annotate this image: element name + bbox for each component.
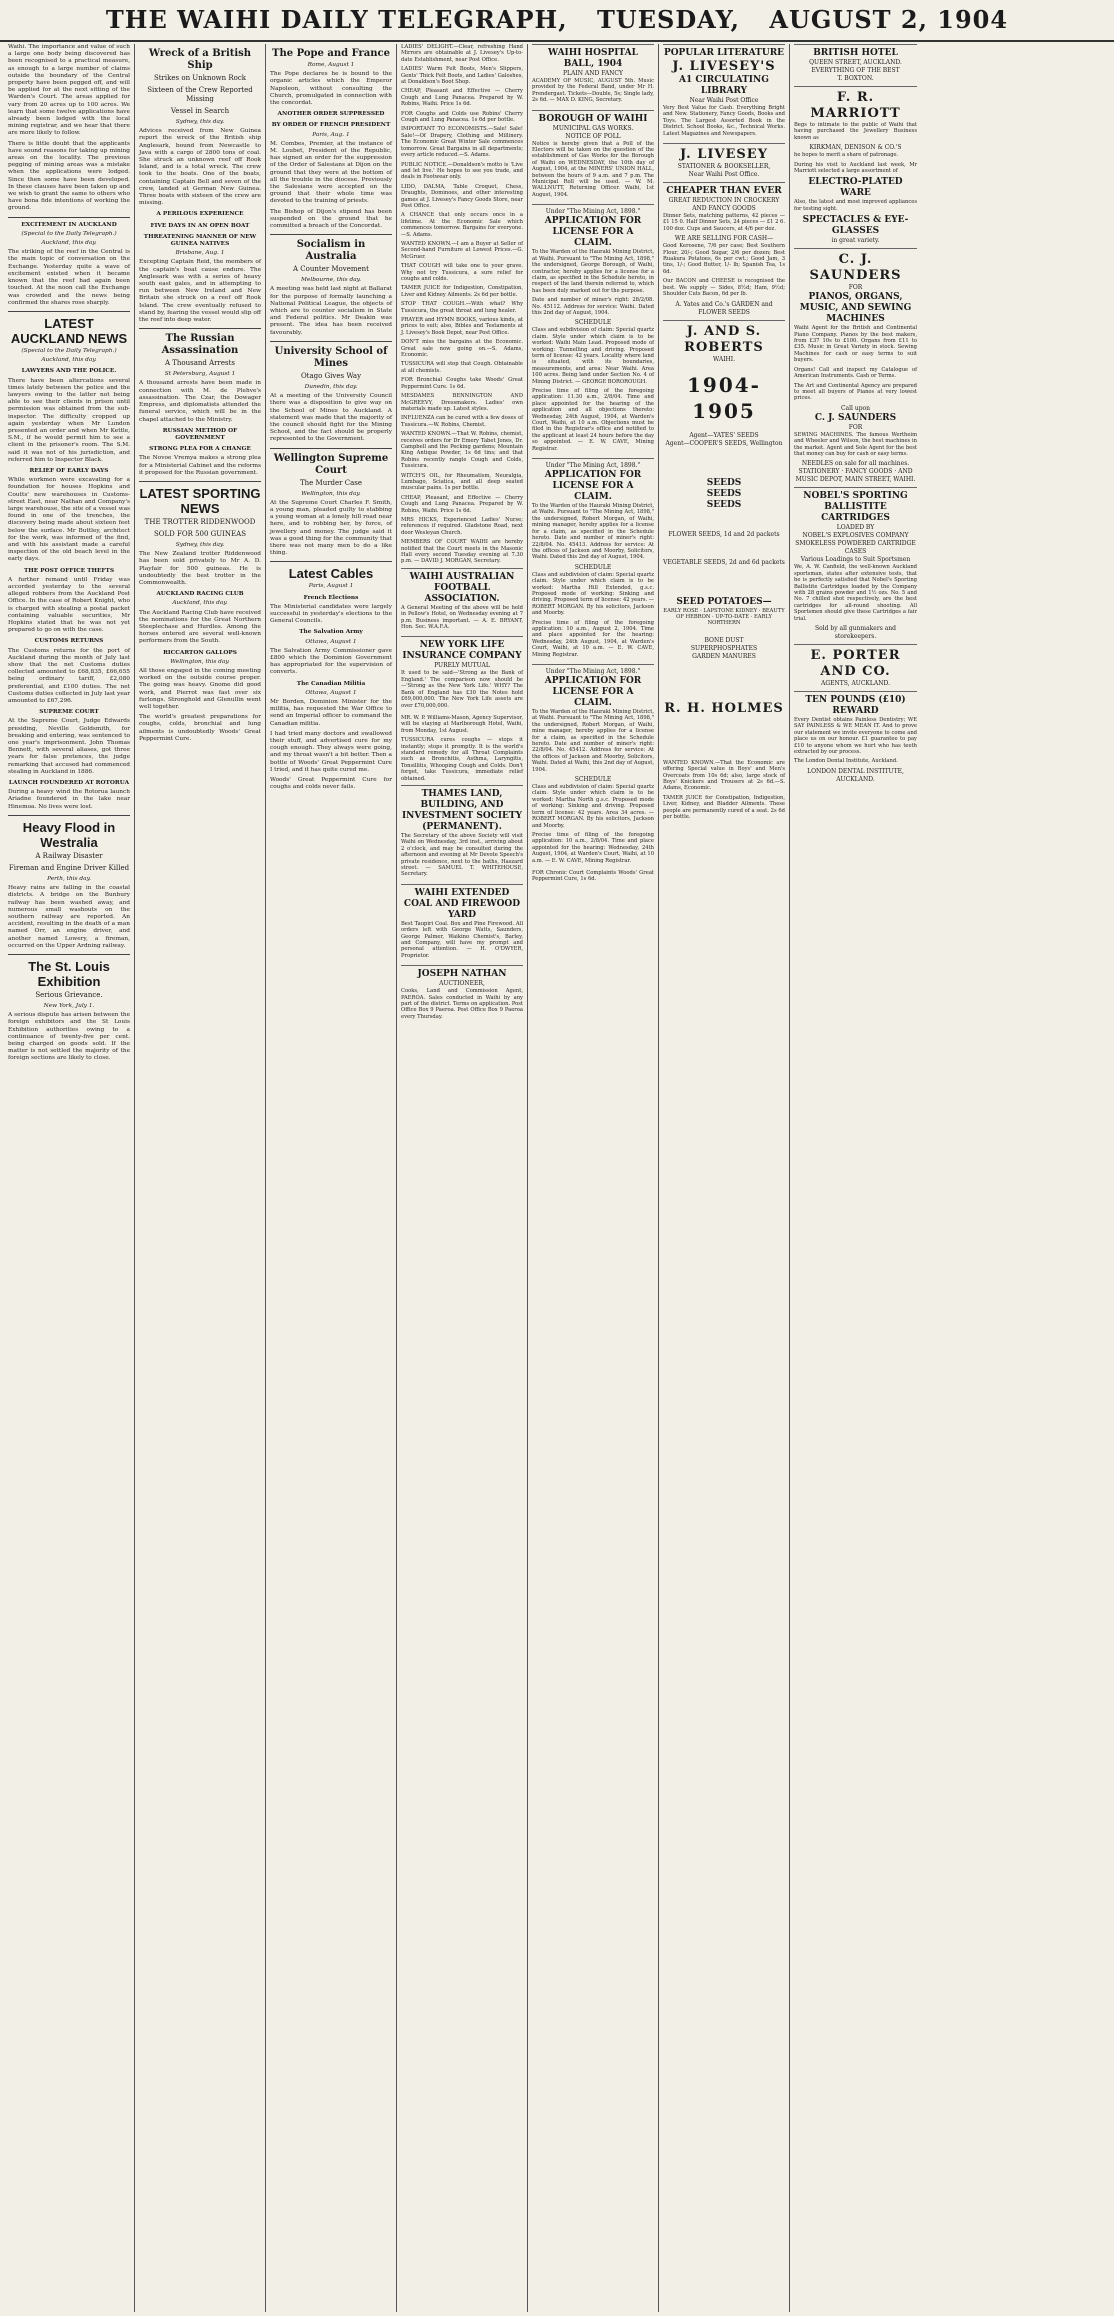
- ad-title: TEN POUNDS (£10) REWARD: [805, 695, 906, 716]
- headline-mines: University School of Mines: [274, 345, 388, 369]
- headline-pope: The Pope and France: [272, 48, 390, 59]
- subheadline: SOLD FOR 500 GUINEAS: [153, 529, 247, 538]
- ad-text: The Art and Continental Agency are prepared to meet all buyers of Pianos at very lowest prices.: [794, 382, 917, 402]
- subheadline: THE TROTTER RIDDENWOOD: [144, 517, 256, 526]
- ad-subtitle: MUNICIPAL GAS WORKS.: [552, 124, 634, 132]
- ad-subtitle: AUCTIONEER,: [439, 980, 485, 988]
- classified-ad: WANTED KNOWN.—That W. Robins, chemist, receives orders for Dr Emery Tabet Jones, Dr. Campbell and the Pecking gardens; Mountain King Antique Powder, 1s 6d tins; and that Robins recently rangle Cough and Colds, Tussicura.: [401, 431, 523, 470]
- dateline: St Petersburg, August 1: [164, 371, 236, 378]
- football-ad: [401, 568, 523, 637]
- ad-line: STATIONERY · FANCY GOODS · AND MUSIC DEPOT, MAIN STREET, WAIHI.: [795, 468, 916, 484]
- ad-text: Very Best Value for Cash. Everything Bright and New. Stationery, Fancy Goods, Books and Toys. The Largest Assorted Book in the District. School Books, &c., Technical Works. Latest Magazines and Newspapers.: [663, 105, 785, 137]
- article-paragraph: I had tried many doctors and swallowed their stuff, and advertised cure for my cough enough. They always were going, and my throat wasn't a bit better. Then a bottle of Woods' Great Peppermint Cure I tried, and it has quite cured me.: [270, 730, 392, 773]
- classified-ad: TUSSICURA cures coughs — stops it instantly; stops it promptly. It is the world's standard remedy for all Throat Complaints such as Bronchitis, Asthma, Laryngitis, Tonsillitis, Whooping Cough and Colds. Don't forget, take Tussicura, immediate relief obtained.: [401, 737, 523, 782]
- headline-wreck: Wreck of a British Ship: [148, 48, 252, 71]
- schedule-heading: SCHEDULE: [574, 776, 612, 784]
- subheadline: A Thousand Arrests: [164, 359, 236, 368]
- ad-title: C. J. SAUNDERS: [809, 252, 902, 284]
- ad-text: Class and subdivision of claim: Special quartz claim. Style under which claim is to be worked: Martha Hill Extended, g.s.c. Proposed mode of working: Sinking and driving. Proposed term of license: 42 years. — ROBERT MORGAN. By his solicitors, Jackson and Moorby.: [532, 571, 654, 617]
- ad-title: WAIHI AUSTRALIAN FOOTBALL ASSOCIATION.: [409, 571, 515, 604]
- article-paragraph: Woods' Great Peppermint Cure for coughs and colds never fails.: [270, 777, 392, 791]
- ad-text: Organs! Call and inspect my Catalogue of American Instruments. Cash or Terms.: [794, 366, 917, 380]
- subheadline: RELIEF OF EARLY DAYS: [29, 467, 109, 474]
- classified-ad: A CHANCE that only occurs once in a lifetime. At the Economic Sale which commences tomorrow. Bargains for everyone.—S. Adams.: [401, 212, 523, 238]
- article-paragraph: M. Combes, Premier, at the instance of M. Loubet, President of the Republic, has signed an order for the suppression of the Order of Salesians at Dijon on the ground that they were at the bottom of all the trouble in the diocese. Previously the Salesians were accepted on the ground that their whole time was devoted to the training of priests.: [270, 140, 392, 205]
- headline-st-louis: The St. Louis Exhibition: [28, 958, 110, 989]
- headline-cables: Latest Cables: [288, 566, 374, 582]
- article-paragraph: The New Zealand trotter Riddenwood has been sold privately to Mr A. D. Playfair for 500 guineas. He is undoubtedly the best trotter in the Commonwealth.: [139, 551, 261, 586]
- ad-title: SPECTACLES & EYE-GLASSES: [802, 215, 909, 237]
- article-paragraph: During a heavy wind the Rotorua launch Ariadne foundered in the lake near Hinemoa. No lives were lost.: [8, 789, 130, 810]
- livesey-ad: [663, 143, 785, 182]
- ad-title: NEW YORK LIFE INSURANCE COMPANY: [402, 640, 522, 662]
- classified-ad: WITCH'S OIL, for Rheumatism, Neuralgia, Lumbago, Sciatica, and all deep seated muscular pains. 1s per bottle.: [401, 472, 523, 492]
- headline-wellington: Wellington Supreme Court: [273, 452, 389, 476]
- article-paragraph: Excepting Captain Reid, the members of the captain's boat cause endure. The Anglesark was with a series of heavy south east gales, and in attempting to run between New Ireland and New Britain she struck on a reef off Rook Island. The crew eventually refused to stand by, fearing the vessel would slip off the reef into deep water.: [139, 259, 261, 324]
- dateline: Brisbane, Aug. 1: [175, 250, 225, 257]
- classified-ad: CHEAP, Pleasant, and Effective — Cherry Cough and Lung Panacea. Prepared by W. Robins, Waihi. Price 1s 6d.: [401, 494, 523, 514]
- nobel-ad: [794, 487, 917, 644]
- ad-title: APPLICATION FOR LICENSE FOR A CLAIM.: [544, 676, 642, 708]
- article-paragraph: The Customs returns for the port of Auckland during the month of July last show that the net Customs duties collected amounted to £68,835, £66,655 being ordinary tariff, £2,080 preferential, and £100 duties. The net Customs duties collected in July last year amounted to £67,296.: [8, 647, 130, 705]
- ad-text: ACADEMY OF MUSIC, AUGUST 5th. Music provided by the Federal Band, under Mr H. Prendergast. Tickets—Double, 5s; Single lady, 2s 6d. — MAX D. KING, Secretary.: [532, 78, 654, 104]
- classified-ad: CHEAP, Pleasant and Effective — Cherry Cough and Lung Panacea. Prepared by W. Robins, Waihi. Price 1s 6d.: [401, 88, 523, 108]
- ad-title: J. LIVESEY: [680, 147, 768, 163]
- ad-line: WAIHI.: [712, 355, 736, 363]
- ad-title: F. R. MARRIOTT: [810, 90, 901, 121]
- classified-ad: DON'T miss the bargains at the Economic. Great sale now going on.—S. Adams, Economic.: [401, 339, 523, 359]
- subheadline: THE POST OFFICE THEFTS: [23, 567, 115, 574]
- headline-latest-auckland: LATEST AUCKLAND NEWS: [10, 315, 128, 346]
- subheadline: Strikes on Unknown Rock: [153, 74, 247, 82]
- subheadline: Serious Grievance.: [35, 990, 103, 999]
- classified-ad: MEMBERS OF COURT WAIHI are hereby notified that the Court meets in the Masonic Hall every second Tuesday evening at 7.30 p.m. — DAVID J. MORGAN, Secretary.: [401, 539, 523, 565]
- subheadline: FIVE DAYS IN AN OPEN BOAT: [150, 222, 250, 229]
- ad-title: SEEDS: [706, 488, 742, 499]
- ad-text: A General Meeting of the above will be held in Pellow's Hotel, on Wednesday evening at 7 p.m. Business important. — A. E. BRYANT, Hon. Sec. W.A.F.A.: [401, 604, 523, 631]
- classified-ad: IMPORTANT TO ECONOMISTS.—Sale! Sale! Sale!—Of Drapery, Clothing and Millinery. The Economic Great Winter Sale commences tomorrow. Great Bargains in all departments; every article reduced.—S. Adams.: [401, 126, 523, 159]
- ad-title: THAMES LAND, BUILDING, AND INVESTMENT SOCIETY (PERMANENT).: [401, 788, 523, 832]
- thames-society-ad: [401, 785, 523, 884]
- dateline: Rome, August 1: [307, 62, 355, 68]
- dateline: Ottawa, August 1: [305, 689, 357, 696]
- act-reference: Under "The Mining Act, 1898.": [545, 208, 641, 216]
- column-1: [4, 44, 135, 2312]
- ad-line: SUPERPHOSPHATES: [690, 644, 758, 652]
- article-paragraph: While workmen were excavating for a foundation for houses Hopkins and Coutts' new warehouses in Customs-street East, near Nathan and Company's large warehouse, the site of a vessel was found in one of the trenches, the discovery being made about sixteen feet below the surface. Mr Buttley, architect for the work, was informed of the find, and with his assistant made a careful inspection of the old beach level in the early days.: [8, 477, 130, 563]
- article-paragraph: Waihi. The importance and value of such a large one body being discovered has been recognised to a practical measure, as enough to a large number of claims outside the boundary of the Central property have been pegged off, and will be applied for at the next sitting of the Warden's Court. The areas applied for vary from 20 acres up to 100 acres. We learn that some twelve applications have already been lodged with the local mining registrar, and we hear that there are more likely to follow.: [8, 44, 130, 137]
- ad-subtitle: PURELY MUTUAL: [434, 662, 490, 670]
- article-paragraph: A meeting was held last night at Ballarat for the purpose of formally launching a National Political League, the objects of which are to counter socialism in State and Federal politics. Mr Deakin was present. The idea has been received favourably.: [270, 286, 392, 336]
- ad-text: Precise time of filing of the foregoing application: 10 a.m., August 2, 1904. Time and place appointed for the hearing: Wednesday, 24th August, 1904, at Warden's Court, Waihi, at 10 a.m. — E. W. CAVE, Mining Registrar.: [532, 619, 654, 658]
- dateline: Paris, August 1: [308, 583, 354, 590]
- subheadline: STRONG PLEA FOR A CHANGE: [149, 446, 251, 453]
- ad-title: J. LIVESEY'S: [672, 59, 776, 74]
- subheadline: LAWYERS AND THE POLICE.: [21, 368, 117, 375]
- ad-text: Precise time of filing of the foregoing application: 11.30 a.m., 2/8/04. Time and place appointed for the hearing of the application and all objections thereto: Wednesday, 24th August, 1904, at Warden's Court, Waihi, at 10 a.m. Objections must be filed in the Registrar's office and notified to the applicant at least 24 hours before the day so appointed. — E. W. CAVE, Mining Registrar.: [532, 388, 654, 452]
- marriott-ad: [794, 86, 917, 248]
- classified-ad: MESDAMES BENNINGTON AND McGREEVY, Dressmakers. Ladies' own materials made up. Latest styles.: [401, 393, 523, 412]
- ad-title: BRITISH HOTEL: [813, 48, 898, 58]
- ad-title: BOROUGH OF WAIHI: [538, 113, 648, 124]
- ad-line: Call upon: [840, 404, 871, 412]
- column-4: [397, 44, 528, 2312]
- ad-line: Near Waihi Post Office.: [688, 171, 760, 179]
- dateline: Auckland, this day.: [41, 357, 97, 364]
- ad-title: CHEAPER THAN EVER: [666, 186, 782, 197]
- season-year: 1904-1905: [687, 372, 761, 423]
- ad-line: AGENTS, AUCKLAND.: [820, 680, 890, 687]
- classified-ad: LADIES' DELIGHT.—Clear, refreshing Hand Mirrors are obtainable at J. Livesey's Up-to-date Establishment, near Post Office.: [401, 44, 523, 63]
- subheadline: RUSSIAN METHOD OF GOVERNMENT: [162, 427, 238, 441]
- subheadline: A Counter Movement: [293, 265, 369, 274]
- article-paragraph: At a meeting of the University Council there was a disposition to give way on the School of Mines to Auckland. A statement was made that the majority of the council should fight for the Mining School, and the fact should be properly represented to the Government.: [270, 393, 392, 443]
- ad-line: SMOKELESS POWDERED CARTRIDGE CASES: [795, 540, 916, 556]
- ad-line: NEEDLES on sale for all machines.: [801, 460, 910, 468]
- dateline: Melbourne, this day.: [300, 277, 362, 284]
- ad-line: FOR: [848, 284, 863, 292]
- ad-text: It used to be said—'Strong as the Bank of England.' The comparison now should be—'Strong as the New York Life.' WHY? The Bank of England has £30 the Notes hold £69,000,000. The New York Life assets are over £70,000,000.: [401, 670, 523, 709]
- subheadline: Fireman and Engine Driver Killed: [8, 863, 130, 872]
- subheadline: A Railway Disaster: [35, 851, 103, 860]
- dateline: Auckland, this day.: [41, 240, 97, 247]
- classified-ad: TAMER JUICE for Indigestion, Constipation, Liver and Kidney Ailments. 2s 6d per bottle.: [401, 285, 523, 298]
- classified-ad: WANTED KNOWN.—I am a Buyer at Seller of Second-hand Furniture at Lowest Prices.—G. McGruer.: [401, 240, 523, 260]
- headline-excitement: EXCITEMENT IN AUCKLAND: [21, 221, 117, 228]
- issue-date: AUGUST 2, 1904: [769, 5, 1009, 34]
- subheadline: Otago Gives Way: [300, 371, 362, 380]
- ad-line: EVERYTHING OF THE BEST: [811, 67, 900, 74]
- mining-application-2: [532, 458, 654, 664]
- headline-socialism: Socialism in Australia: [296, 239, 366, 263]
- ad-text: Class and subdivision of claim: Special quartz claim. Style under which claim is to be worked: Martha North g.s.c. Proposed mode of working: Sinking and driving. Proposed term of license: 42 years. Area 34 acres. — ROBERT MORGAN. By his solicitors, Jackson and Moorby.: [532, 784, 654, 829]
- article-paragraph: There is little doubt that the applicants have sound reasons for taking up mining areas on the locality. The previous pegging of mining areas was a mistake when the applications were lodged. Since then some have been developed. In these clauses have been taken up and we wish to grant the same to others who have bona fide intentions of working the ground.: [8, 140, 130, 212]
- ad-title: WAIHI HOSPITAL BALL, 1904: [548, 48, 638, 69]
- subheadline: ANOTHER ORDER SUPPRESSED: [277, 111, 385, 118]
- ad-line: in great variety.: [831, 237, 880, 245]
- ad-text: To the Warden of the Hauraki Mining District, at Waihi. Pursuant to "The Mining Act, 1898," the undersigned, Robert Morgan, of Waihi, mining manager, hereby applies for a license for a claim, as specified in the Schedule hereto. Date and number of miner's right: 22/8/04. No. 45413. Address for service: At the offices of Jackson and Moorby, Solicitors, Waihi. Dated this 2nd day of August, 1904.: [532, 503, 654, 561]
- column-6: [659, 44, 790, 2312]
- ad-text: Begs to intimate to the public of Waihi that having purchased the Jewellery Business known as: [794, 122, 917, 141]
- ad-line: LONDON DENTAL INSTITUTE, AUCKLAND.: [807, 767, 904, 783]
- paper-title: THE WAIHI DAILY TELEGRAPH,: [105, 5, 568, 34]
- dateline: (Special to the Daily Telegraph.): [21, 230, 117, 237]
- dateline: (Special to the Daily Telegraph.): [21, 347, 117, 354]
- classified-ad: LIDO, DALMA, Table Croquet, Chess, Draughts, Dominoes, and other interesting games at J. Livesey's Fancy Goods Store, near Post Office.: [401, 183, 523, 209]
- ad-line: GREAT REDUCTION IN CROCKERY AND FANCY GOODS: [668, 197, 780, 213]
- article-paragraph: The striking of the reef in the Central is the main topic of conversation on the Exchange. Yesterday quite a wave of excitement existed when it became known that the reef had again been touched. At the noon call the Exchange was crowded and the news being confirmed the shares rose sharply.: [8, 249, 130, 306]
- ad-line: FOR: [848, 423, 863, 431]
- dateline: Wellington, this day.: [170, 658, 230, 665]
- ad-title: SEEDS: [706, 499, 742, 510]
- subheadline: AUCKLAND RACING CLUB: [156, 591, 244, 598]
- subheadline: The Canadian Militia: [296, 680, 366, 687]
- ad-line: FLOWER SEEDS, 1d and 2d packets: [668, 530, 780, 538]
- subheadline: BY ORDER OF FRENCH PRESIDENT: [271, 122, 391, 129]
- article-paragraph: The Salvation Army Commissioner gave £800 which the Dominion Government has appropriated for the supervision of converts.: [270, 647, 392, 676]
- classified-ad: WANTED KNOWN.—That the Economic are offering Special value in Boys' and Men's Overcoats from 10s 6d; also, large stock of Boys' Knickers and Trousers at 2s 6d.—S. Adams, Economic.: [663, 759, 785, 792]
- ad-title: ELECTRO-PLATED WARE: [808, 177, 903, 199]
- library-ad: [663, 44, 785, 143]
- ad-text: Waihi Agent for the British and Continental Piano Company. Pianos by the best makers, from £37 10s to £100. Organs from £11 to £35. Music in Great Variety in stock. Sewing Machines for cash or easy terms to suit buyers.: [794, 325, 917, 364]
- column-3: [266, 44, 397, 2312]
- article-paragraph: The Ministerial candidates were largely successful in yesterday's elections to the General Councils.: [270, 603, 392, 625]
- dateline: Paris, Aug. 1: [312, 131, 350, 138]
- ad-title: A1 CIRCULATING LIBRARY: [679, 75, 769, 96]
- ad-text: SEWING MACHINES. The famous Wertheim and Wheeler and Wilson, the best machines in the market. Agent and Sole Agent for the best that money can buy for cash or easy terms.: [794, 431, 917, 457]
- classified-ad: TAMER JUICE for Constipation, Indigestion, Liver, Kidney, and Bladder Ailments. These people are permanently cured of a seat. 2s 6d per bottle.: [663, 794, 785, 820]
- porter-ad: [794, 644, 917, 691]
- subheadline: THREATENING MANNER OF NEW GUINEA NATIVES: [143, 233, 257, 248]
- ad-line: LOADED BY: [836, 524, 875, 532]
- article-paragraph: The Novoe Vremya makes a strong plea for a Ministerial Cabinet and the reforms it proposed for the Russian government.: [139, 455, 261, 476]
- ad-text: The London Dental Institute, Auckland.: [794, 758, 898, 765]
- ad-title: R. H. HOLMES: [664, 700, 784, 716]
- ad-subtitle: PLAIN AND FANCY: [563, 70, 623, 77]
- masthead: [0, 0, 1114, 42]
- article-paragraph: All those engaged in the coming meeting worked on the outside course proper. The going was heavy. Gnome did good work, and Pierrot was fast over six furlongs. Stronghold and Glenullin went well together.: [139, 667, 261, 710]
- article-paragraph: There have been altercations several times lately between the police and the lawyers owing to the latter not being able to see their clients in prison until permission was obtained from the sub-inspector. The difficulty cropped up again yesterday when Mr Lundon presented an order and when Mr Kettle, S.M., if he would permit him to see a client in the prisoner's room. The S.M. said it was not of his jurisdiction, and referred him to Inspector Black.: [8, 377, 130, 463]
- ad-line: Sold by all gunmakers and storekeepers.: [814, 625, 896, 640]
- newyork-life-ad: [401, 636, 523, 714]
- classified-ad: PUBLIC NOTICE.—Donaldson's motto is 'Live and let live.' He hopes to see you trade, and deals in Footwear only.: [401, 161, 523, 181]
- coal-yard-ad: [401, 884, 523, 965]
- ad-title: J. AND S. ROBERTS: [684, 323, 764, 355]
- column-7: [790, 44, 921, 2312]
- classified-ad: PRAYER and HYMN BOOKS, various kinds, at prices to suit; also, Bibles and Testaments at J. Livesey's Book Depot, near Post Office.: [401, 317, 523, 336]
- ad-line: WE ARE SELLING FOR CASH—: [674, 235, 774, 243]
- subheadline: Sixteen of the Crew Reported Missing: [147, 86, 253, 103]
- classified-ad: INFLUENZA can be cured with a few doses of Tussicura.—W. Robins, Chemist.: [401, 415, 523, 428]
- article-paragraph: A thousand arrests have been made in connection with M. de Plehve's assassination. The Czar, the Dowager Empress, and diplomatists attended the funeral service, which will be in the chapel attached to the Ministry.: [139, 380, 261, 423]
- dateline: Sydney, this day.: [175, 541, 225, 548]
- classified-ad: MR. W. P. Williams-Mason, Agency Supervisor, will be staying at Marlborough Hotel, Waihi, from Monday, 1st August.: [401, 714, 523, 734]
- dateline: Perth, this day.: [47, 875, 91, 882]
- ad-line: Agent—COOPER'S SEEDS, Wellington: [665, 439, 783, 447]
- headline-sporting: LATEST SPORTING NEWS: [139, 485, 261, 516]
- ad-text: Notice is hereby given that a Poll of the Electors will be taken on the question of the establishment of Gas Works for the Borough of Waihi on WEDNESDAY, the 10th day of August, 1904, at the MINERS' UNION HALL, between the hours of 9 a.m. and 7 p.m. The Municipal Roll will be used. — W. M. WALLNUTT, Returning Officer. Waihi, 1st August, 1904.: [532, 140, 654, 198]
- ad-line: GARDEN MANURES: [692, 652, 756, 660]
- cheaper-ad: [663, 182, 785, 319]
- classified-ad: THAT COUGH will take one to your grave. Why not try Tussicura, a sure relief for coughs and colds.: [401, 263, 523, 282]
- ad-text: Also, the latest and most improved appliances for testing sight.: [794, 199, 917, 212]
- ad-text: Our BACON and CHEESE is recognised the best. We supply — Sides, 8½d; Ham, 9½d; Shoulder Cuts Bacon, 6d per lb.: [663, 278, 785, 298]
- reward-ad: [794, 691, 917, 787]
- ad-line: NOBEL'S EXPLOSIVES COMPANY: [802, 532, 909, 540]
- article-paragraph: Heavy rains are falling in the coastal districts. A bridge on the Bunbury railway has been washed away, and numerous small washouts on the southern railway are reported. An accident, resulting in the death of a man named Orr, an engine driver, and another named Lowery, a fireman, occurred on the Upper Ardning railway.: [8, 885, 130, 949]
- ad-line: Near Waihi Post Office: [689, 97, 759, 104]
- article-paragraph: At the Supreme Court Charles F. Smith, a young man, pleaded guilty to stabbing a young woman at a lonely hill road near here, and to robbing her, by force, of jewellery and money. The judge said it was a good thing for the community that there was not many men to do a like thing.: [270, 499, 392, 557]
- issue-day: TUESDAY,: [596, 5, 740, 34]
- dateline: Sydney, this day.: [175, 119, 225, 125]
- ad-text: To the Warden of the Hauraki Mining District, at Waihi. Pursuant to "The Mining Act, 1898," the undersigned, Robert Morgan, of Waihi, mine manager, hereby applies for a license for a claim, as specified in the Schedule hereto. Date and number of miner's right: 22/8/04. No. 45412. Address for service: At the offices of Jackson and Moorby, Solicitors, Waihi. Dated at Waihi, this 2nd day of August, 1904.: [532, 709, 654, 773]
- classified-ad: FOR Coughs and Colds use Robins' Cherry Cough and Lung Panacea. 1s 6d per bottle.: [401, 110, 523, 124]
- ad-line: QUEEN STREET, AUCKLAND.: [809, 59, 902, 66]
- borough-notice: [532, 110, 654, 205]
- ad-subtitle: NOTICE OF POLL: [565, 132, 621, 140]
- ad-line: STATIONER & BOOKSELLER,: [677, 163, 771, 171]
- saunders-ad: [794, 248, 917, 487]
- article-paragraph: Advices received from New Guinea report the wreck of the British ship Anglesark, bound from Newcastle to Java with a cargo of 2800 tons of coal. She struck an unknown reef off Rook Island, and is a total wreck. The crew took to the boats. One of the boats, containing Captain Bell and seven of the crew, landed at German New Guinea. Three boats with sixteen of the crew are missing.: [139, 128, 261, 207]
- dateline: Wellington, this day.: [301, 490, 361, 497]
- ad-line: KIRKMAN, DENISON & CO.'S: [809, 144, 902, 152]
- article-paragraph: The Bishop of Dijon's stipend has been suspended on the ground that he committed a breach of the Concordat.: [270, 208, 392, 230]
- column-5: [528, 44, 659, 2312]
- dateline: New York, July 1.: [43, 1002, 95, 1009]
- ad-line: A. Yates and Co.'s GARDEN and FLOWER SEEDS: [675, 300, 773, 316]
- hospital-ball-ad: [532, 44, 654, 110]
- ad-title: SEEDS: [706, 477, 742, 488]
- ad-line: T. BOXTON.: [837, 75, 874, 82]
- subheadline: The Murder Case: [299, 478, 363, 487]
- subheadline: LAUNCH FOUNDERED AT ROTORUA: [8, 780, 130, 787]
- subheadline: The Salvation Army: [299, 629, 363, 636]
- act-reference: Under "The Mining Act, 1898.": [545, 668, 641, 675]
- article-paragraph: The world's greatest preparations for coughs, colds, bronchial and lung ailments is undoubtedly Woods' Great Peppermint Cure.: [139, 714, 261, 742]
- classified-ad: FOR Bronchial Coughs take Woods' Great Peppermint Cure. 1s 6d.: [401, 377, 523, 390]
- ad-text: Best Taupiri Coal. Box and Pine Firewood. All orders left with George Watts, Saunders, George Palmer, Waikino Chemist's, Barley, and Company, will have my prompt and personal attention. — H. O'DWYER, Proprietor.: [401, 920, 523, 959]
- nathan-ad: [401, 965, 523, 1026]
- act-reference: Under "The Mining Act, 1898.": [545, 462, 641, 470]
- ad-title: APPLICATION FOR LICENSE FOR A CLAIM.: [544, 470, 642, 503]
- ad-text: Dinner Sets, matching patterns, 42 pieces — £1 15 0. Half Dinner Sets, 24 pieces — £1 2 6. 100 doz. Cups and Saucers, at 4/6 per doz.: [663, 213, 785, 232]
- classified-ad: STOP THAT COUGH.—With what? Why Tussicura, the great throat and lung healer.: [401, 301, 523, 314]
- schedule-heading: SCHEDULE: [574, 563, 612, 571]
- dateline: Ottawa, August 1: [305, 638, 357, 645]
- ad-title: POPULAR LITERATURE: [663, 48, 785, 58]
- ad-line: BONE DUST: [704, 636, 744, 644]
- ad-title: NOBEL'S SPORTING BALLISTITE CARTRIDGES: [803, 491, 908, 524]
- ad-text: EARLY ROSE · LAPSTONE KIDNEY · BEAUTY OF HEBRON · UP-TO-DATE · EARLY NORTHERN: [663, 607, 785, 627]
- classified-ad: TUSSICURA will stop that Cough. Obtainable at all chemists.: [401, 361, 523, 374]
- subheadline: RICCARTON GALLOPS: [163, 649, 237, 656]
- column-2: [135, 44, 266, 2312]
- ad-line: Agent—YATES' SEEDS: [689, 431, 759, 439]
- newspaper-page: [4, 44, 1110, 2312]
- article-paragraph: Mr Borden, Dominion Minister for the militia, has requested the War Office to send an Imperial officer to command the Canadian militia.: [270, 698, 392, 727]
- schedule-heading: SCHEDULE: [574, 319, 612, 327]
- article-paragraph: At the Supreme Court, Judge Edwards presiding, Neville Goldsmith, for breaking and entering, was sentenced to one year's imprisonment. John Thomas Bennett, with several aliases, got three years for false pretences, the judge remarking that accused had commenced stealing in Auckland in 1886.: [8, 718, 130, 775]
- headline-flood: Heavy Flood in Westralia: [22, 819, 116, 850]
- ad-text: During his visit to Auckland last week, Mr Marriott selected a large assortment of: [794, 161, 917, 175]
- ad-title: JOSEPH NATHAN: [417, 969, 507, 980]
- classified-ad: LADIES' Warm Felt Boots, Men's Slippers, Gents' Thick Felt Boots, and Ladies' Galoshes, at Donaldson's Boot Shop.: [401, 66, 523, 86]
- ad-line: Various Loadings to Suit Sportsmen: [800, 556, 911, 564]
- ad-text: To the Warden of the Hauraki Mining District, at Waihi. Pursuant to "The Mining Act, 1898," the undersigned, George Borough, of Waihi, contractor, hereby applies for a license for a claim, as specified in the Schedule hereto, in respect of the land therein referred to, which has been duly marked out for the purpose.: [532, 249, 654, 294]
- mining-application-1: [532, 204, 654, 458]
- ad-title: WAIHI EXTENDED COAL AND FIREWOOD YARD: [403, 887, 521, 920]
- ad-text: The Secretary of the above Society will visit Waihi on Wednesday, 3rd inst., arriving about 2 o'clock, and may be consulted during the afternoon and evening at Mr Devote Speech's private residence, next to the baths, Haszard street. — SAMUEL T. WHITEHOUSE, Secretary.: [401, 832, 523, 878]
- subheadline: A PERILOUS EXPERIENCE: [156, 211, 244, 218]
- roberts-ad: [663, 320, 785, 720]
- article-paragraph: The Auckland Racing Club have received the nominations for the Great Northern Steeplechase and Hurdles. Among the horses entered are several well-known performers from the South.: [139, 609, 261, 645]
- ad-text: Class and subdivision of claim: Special quartz claim. Style under which claim is to be worked: Waihi Main Lead. Proposed mode of working: Tunnelling and driving. Proposed term of license: 42 years. Locality where land is situated, with its boundaries, measurements, and area: Near Waihi. Area 100 acres. Being land under Section No. 4 of Mining District. — GEORGE BOROROUGH.: [532, 327, 654, 385]
- classified-ad: MRS HICKS, Experienced Ladies' Nurse; references if required. Gladstone Road, next door Wesleyan Church.: [401, 517, 523, 536]
- classified-ad: FOR Chronic Court Complaints Woods' Great Peppermint Cure, 1s 6d.: [532, 869, 654, 883]
- dateline: Dunedin, this day.: [304, 383, 358, 390]
- ad-text: Good Kerosene, 7/6 per case; Best Southern Flour, 20/-; Good Sugar, 2/6 per dozen; Best Ruakura Potatoes, 6s per cwt.; Good Jam, 3 tins, 1/-; Good Butter, 1/- lb; Spanish Tea, 1s 6d.: [663, 243, 785, 275]
- ad-line: VEGETABLE SEEDS, 2d and 6d packets: [663, 558, 785, 566]
- ad-text: he hopes to merit a share of patronage.: [794, 152, 899, 159]
- ad-title: APPLICATION FOR LICENSE FOR A CLAIM.: [544, 216, 642, 249]
- article-paragraph: A further remand until Friday was accorded yesterday to the several alleged robbers from the Auckland Post Office. In the case of Robert Knight, who is charged with stealing a postal packet containing valuable securities, Mr Hopkins stated that he was not yet prepared to go on with the case.: [8, 576, 130, 634]
- ad-title: PIANOS, ORGANS, MUSIC, AND SEWING MACHINES: [799, 292, 912, 325]
- subheadline: Vessel in Search: [170, 107, 230, 115]
- subheadline: CUSTOMS RETURNS: [34, 638, 104, 645]
- article-paragraph: A serious dispute has arisen between the foreign exhibitors and the St Louis Exhibition authorities owing to a continuance of twenty-five per cent. being charged on goods sold. If the matter is not settled the majority of the foreign sections are likely to close.: [8, 1012, 130, 1062]
- mining-application-3: [532, 664, 654, 870]
- ad-text: Date and number of miner's right: 28/2/08. No. 45112. Address for service: Waihi. Dated this 2nd day of August, 1904.: [532, 297, 654, 316]
- headline-russian: The Russian Assassination: [161, 333, 239, 357]
- british-hotel-ad: [794, 44, 917, 86]
- ad-text: Cooks, Land and Commission Agent, PAEROA. Sales conducted in Waihi by any part of the district. Terms on application. Post Office Box 9 Paeroa. Post Office Box 9 Paeroa every Thursday.: [401, 988, 523, 1020]
- ad-title: SEED POTATOES—: [676, 596, 772, 607]
- ad-text: Every Dentist obtains Painless Dentistry; WE SAY PAINLESS & WE MEAN IT. And to prove our statement we invite everyone to come and place us on our honour. £1 guarantee to pay £10 to anyone whom we hurt who has teeth extracted by our process.: [794, 717, 917, 756]
- ad-text: We, A. W. Canfield, the well-known Auckland sportsman, states after extensive tests, that he is perfectly satisfied that Nobel's Sporting Ballistite Cartridges loaded by the Company with 28 grains powder and 1½ ozs. No. 5 and No. 7 chilled shot respectively, are the best cartridges for all-round shooting. All Sportsmen should give these Cartridges a fair trial.: [794, 564, 917, 622]
- subheadline: French Elections: [303, 594, 359, 601]
- ad-text: Precise time of filing of the foregoing application: 10 a.m., 2/8/04. Time and place appointed for the hearing: Wednesday, 24th August, 1904, at Warden's Court, Waihi, at 10 a.m. — E. W. CAVE, Mining Registrar.: [532, 831, 654, 864]
- dateline: Auckland, this day.: [172, 600, 228, 607]
- article-paragraph: The Pope declares he is bound to the organic articles which the Emperor Napoleon, without consulting the Church, promulgated in connection with the concordat.: [270, 71, 392, 107]
- ad-title: C. J. SAUNDERS: [814, 412, 897, 423]
- subheadline: SUPREME COURT: [39, 709, 99, 716]
- ad-title: E. PORTER AND CO.: [810, 648, 901, 679]
